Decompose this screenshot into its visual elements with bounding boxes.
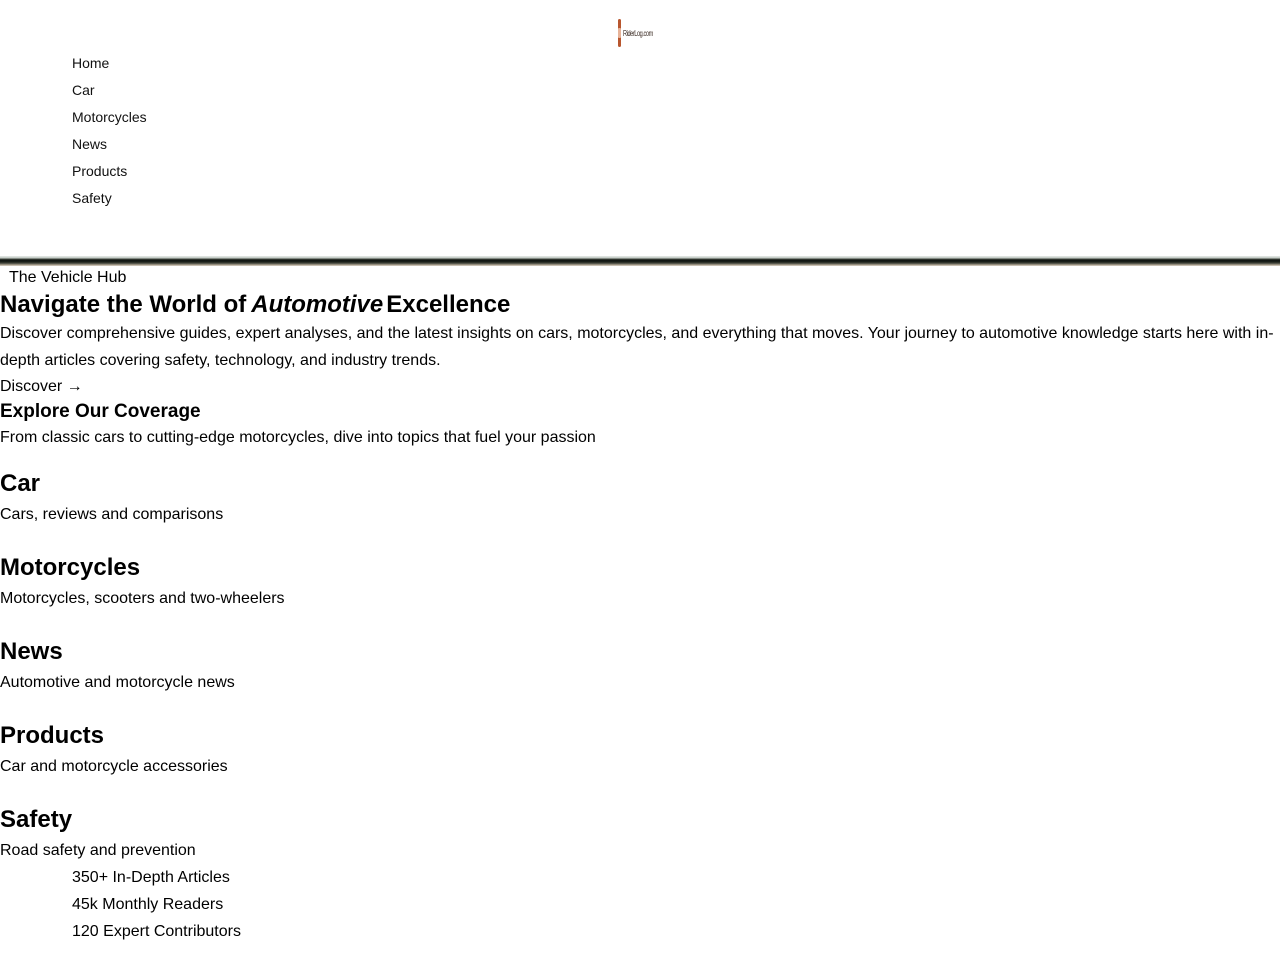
hero-label: The Vehicle Hub [9, 269, 127, 286]
nav-link-news[interactable]: News [72, 136, 108, 152]
nav-item-news [72, 134, 147, 161]
stats-list [0, 864, 1280, 945]
stat-articles: 350+ In-Depth Articles [72, 869, 230, 886]
hero-title [0, 290, 1280, 320]
topic-title: Safety [0, 806, 73, 833]
topic-title: News [0, 638, 63, 665]
nav-item-car [72, 80, 147, 107]
topic-description: Cars, reviews and comparisons [0, 506, 224, 523]
nav-link-home[interactable]: Home [72, 55, 110, 71]
discover-link[interactable]: Discover → [0, 378, 83, 395]
coverage-title: Explore Our Coverage [0, 401, 201, 422]
nav-link-products[interactable]: Products [72, 163, 128, 179]
topic-card-products[interactable] [0, 704, 1280, 788]
nav-link-motorcycles[interactable]: Motorcycles [72, 109, 147, 125]
topic-card-news[interactable] [0, 620, 1280, 704]
topic-card-safety[interactable] [0, 788, 1280, 864]
topic-description: Road safety and prevention [0, 842, 196, 859]
stat-contributors: 120 Expert Contributors [72, 923, 241, 940]
topic-card-car[interactable] [0, 452, 1280, 536]
nav-item-products [72, 161, 147, 188]
topic-description: Car and motorcycle accessories [0, 758, 228, 775]
site-header [0, 0, 1280, 256]
nav-item-safety [72, 188, 147, 215]
coverage-section [0, 400, 1280, 864]
topic-card-motorcycles[interactable] [0, 536, 1280, 620]
nav-link-safety[interactable]: Safety [72, 190, 112, 206]
hero-title-emphasis: Automotive [251, 291, 384, 318]
main-nav [72, 53, 147, 215]
topic-title: Car [0, 470, 41, 497]
topic-description: Motorcycles, scooters and two-wheelers [0, 590, 285, 607]
hero-description: Discover comprehensive guides, expert analyses, and the latest insights on cars, motorcycles, and everything that moves. Your journey to automotive knowledge starts here with in-depth articles covering safety, technology, and industry trends. [0, 325, 1274, 369]
topic-list [0, 452, 1280, 864]
coverage-subtitle: From classic cars to cutting-edge motorcycles, dive into topics that fuel your passion [0, 429, 596, 446]
hero-banner-image [0, 256, 1280, 266]
logo-text: RiderLog.com [623, 28, 653, 38]
topic-title: Motorcycles [0, 554, 141, 581]
hero-section [0, 266, 1280, 400]
hero-title-before: Navigate the World of [0, 291, 247, 318]
nav-item-motorcycles [72, 107, 147, 134]
stat-readers: 45k Monthly Readers [72, 896, 224, 913]
topic-title: Products [0, 722, 105, 749]
topic-description: Automotive and motorcycle news [0, 674, 235, 691]
nav-item-home [72, 53, 147, 80]
logo-mark-icon [618, 19, 621, 47]
nav-link-car[interactable]: Car [72, 82, 95, 98]
site-logo[interactable] [618, 19, 662, 47]
hero-title-after: Excellence [386, 291, 511, 318]
